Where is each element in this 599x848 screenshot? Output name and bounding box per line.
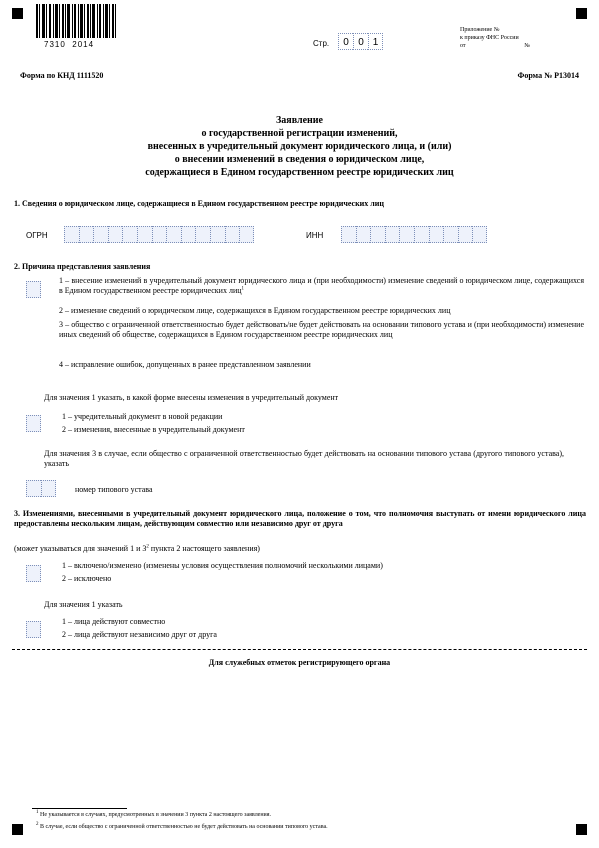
barcode-number: 7310 2014	[44, 40, 95, 49]
input-cell[interactable]	[181, 226, 196, 243]
input-cell[interactable]	[122, 226, 137, 243]
title-line: Заявление	[276, 115, 323, 126]
input-cell[interactable]	[356, 226, 371, 243]
separator-dashed	[12, 649, 587, 650]
appendix-line: к приказу ФНС России	[460, 34, 519, 41]
page-digit: 0	[338, 33, 353, 50]
input-cell[interactable]	[79, 226, 94, 243]
input-cell[interactable]	[26, 480, 41, 497]
page-digit: 0	[353, 33, 368, 50]
section3-value1-prompt: Для значения 1 указать	[44, 600, 123, 609]
input-cell[interactable]	[225, 226, 240, 243]
barcode	[36, 4, 116, 38]
input-cell[interactable]	[443, 226, 458, 243]
input-cell[interactable]	[152, 226, 167, 243]
input-cell[interactable]	[41, 480, 56, 497]
ogrn-field[interactable]	[64, 226, 254, 243]
joint-option-1: 1 – лица действуют совместно	[62, 617, 166, 626]
input-cell[interactable]	[166, 226, 181, 243]
page-number-field	[338, 33, 383, 50]
template-charter-number-field[interactable]	[26, 480, 56, 497]
charter-form-option-1: 1 – учредительный документ в новой редакции	[62, 412, 223, 421]
input-cell[interactable]	[239, 226, 254, 243]
input-cell[interactable]	[210, 226, 225, 243]
official-marks-heading: Для служебных отметок регистрирующего органа	[208, 658, 391, 667]
input-cell[interactable]	[370, 226, 385, 243]
footnote-rule	[32, 808, 127, 809]
input-cell[interactable]	[385, 226, 400, 243]
title-line: внесенных в учредительный документ юридического лица, и (или)	[147, 141, 452, 152]
corner-marker-bottom-right	[576, 824, 587, 835]
input-cell[interactable]	[108, 226, 123, 243]
section1-heading: 1. Сведения о юридическом лице, содержащиеся в Едином государственном реестре юридических лиц	[14, 199, 384, 208]
ogrn-label: ОГРН	[26, 231, 48, 240]
input-cell[interactable]	[64, 226, 79, 243]
input-cell[interactable]	[399, 226, 414, 243]
input-cell[interactable]	[93, 226, 108, 243]
reason-option-3: 3 – общество с ограниченной ответственностью будет действовать/не будет действовать на основании типового устава и (при необходимости) изменение иных сведений об обществе, содержащихся в Едином государственном реестре юридических лиц	[59, 320, 584, 339]
powers-change-field[interactable]	[26, 565, 41, 582]
value3-prompt: Для значения 3 в случае, если общество с ограниченной ответственностью будет действовать на основании типового устава (другого типового устава), указать	[44, 449, 564, 468]
title-line: о государственной регистрации изменений,	[201, 128, 398, 139]
reason-option-2: 2 – изменение сведений о юридическом лице, содержащихся в Едином государственном реестре юридических лиц	[59, 306, 451, 315]
section2-heading: 2. Причина представления заявления	[14, 262, 151, 271]
document-title	[0, 114, 599, 179]
input-cell[interactable]	[458, 226, 473, 243]
page-label: Стр.	[313, 39, 330, 48]
template-charter-label: номер типового устава	[75, 485, 153, 494]
footnote-1: $^1$ Не указывается в случаях, предусмотренных в значении 3 пункта 2 настоящего заявления.	[36, 810, 272, 818]
inn-label: ИНН	[306, 231, 324, 240]
input-cell[interactable]	[472, 226, 487, 243]
joint-option-2: 2 – лица действуют независимо друг от друга	[62, 630, 217, 639]
reason-code-field[interactable]	[26, 281, 41, 298]
joint-action-field[interactable]	[26, 621, 41, 638]
value1-prompt: Для значения 1 указать, в какой форме внесены изменения в учредительный документ	[44, 393, 339, 402]
reason-option-1: 1 – внесение изменений в учредительный документ юридического лица и (при необходимости) изменение сведений о юридическом лице, содержащихся в Едином государственном реестре юридических лиц$^1$	[59, 276, 584, 295]
appendix-line: Приложение №	[460, 27, 500, 33]
input-cell[interactable]	[195, 226, 210, 243]
page-digit: 1	[368, 33, 383, 50]
charter-form-option-2: 2 – изменения, внесенные в учредительный документ	[62, 425, 245, 434]
section3-heading: 3. Изменениями, внесенными в учредительный документ юридического лица, положение о том, что полномочия выступать от имени юридического лица предоставлены нескольким лицам, действующим совместно или независимо друг от друга	[14, 509, 586, 528]
input-cell[interactable]	[429, 226, 444, 243]
charter-form-field[interactable]	[26, 415, 41, 432]
corner-marker-bottom-left	[12, 824, 23, 835]
reason-option-4: 4 – исправление ошибок, допущенных в ранее представленном заявлении	[59, 360, 311, 369]
input-cell[interactable]	[137, 226, 152, 243]
powers-option-2: 2 – исключено	[62, 574, 112, 583]
powers-option-1: 1 – включено/изменено (изменены условия осуществления полномочий несколькими лицами)	[62, 561, 383, 570]
footnote-2: $^2$ В случае, если общество с ограниченной ответственностью не будет действовать на основании типового устава.	[36, 822, 328, 830]
corner-marker-top-right	[576, 8, 587, 19]
input-cell[interactable]	[341, 226, 356, 243]
section3-note: (может указываться для значений 1 и $3^2$ пункта 2 настоящего заявления)	[14, 544, 260, 553]
corner-marker-top-left	[12, 8, 23, 19]
appendix-note	[460, 27, 560, 50]
inn-field[interactable]	[341, 226, 487, 243]
title-line: содержащиеся в Едином государственном реестре юридических лиц	[145, 167, 454, 178]
form-knd: Форма по КНД 1111520	[20, 71, 104, 80]
appendix-line: от №	[460, 42, 530, 49]
input-cell[interactable]	[414, 226, 429, 243]
form-number: Форма № Р13014	[517, 71, 579, 80]
title-line: о внесении изменений в сведения о юридическом лице,	[174, 154, 425, 165]
